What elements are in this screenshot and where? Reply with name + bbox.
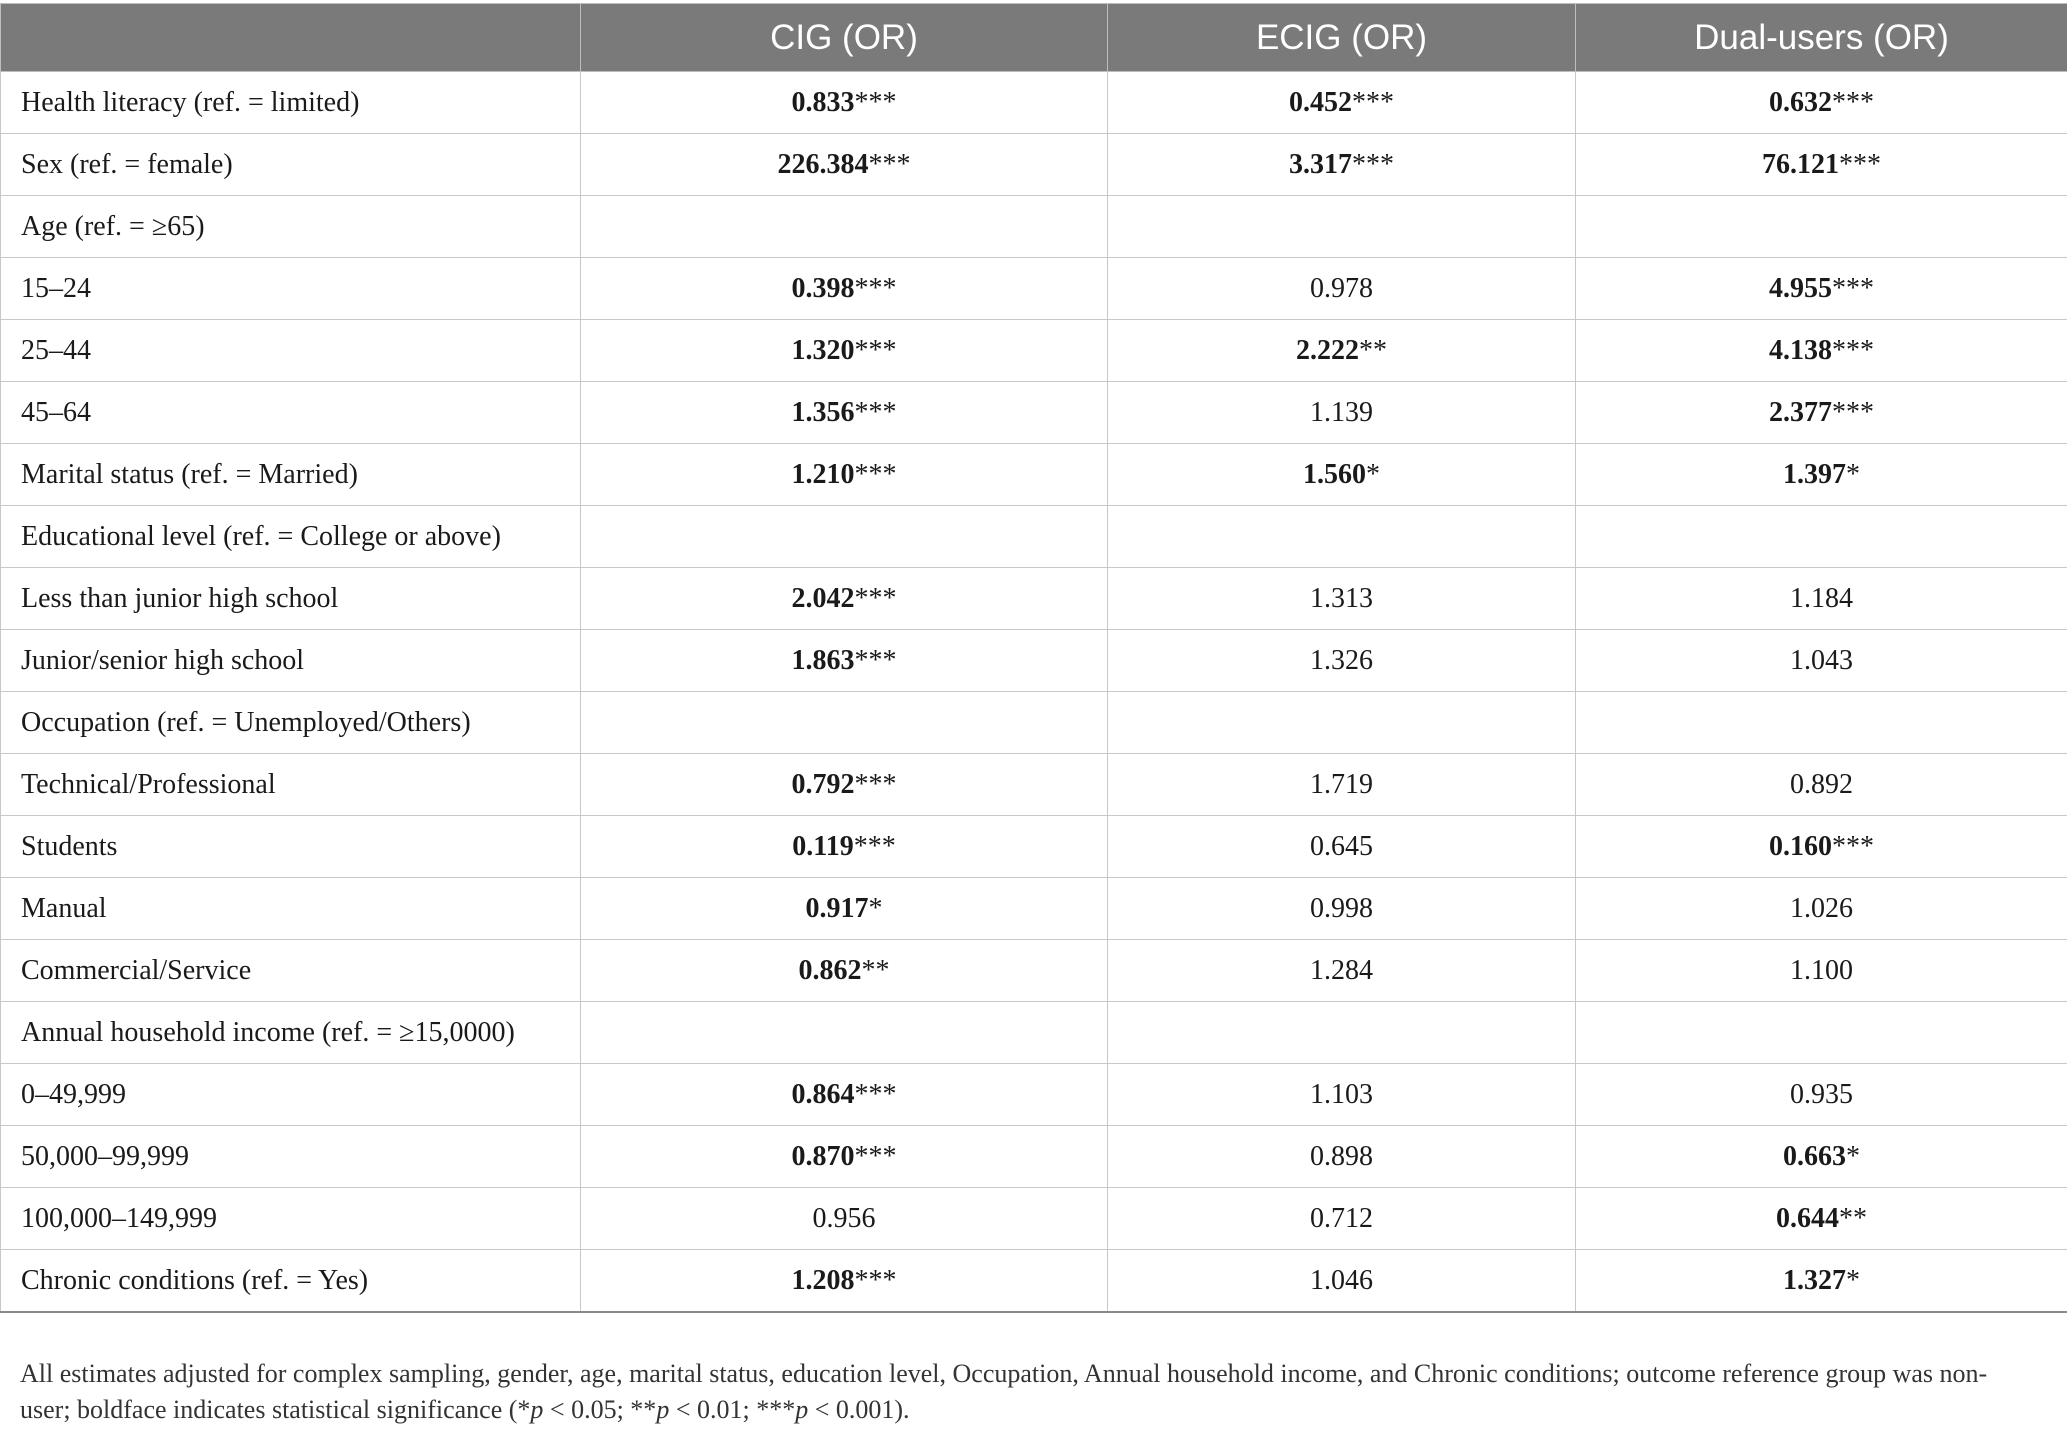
significance-stars: ** [861, 954, 890, 986]
odds-ratio-cell [1576, 1064, 2067, 1126]
odds-ratio-value: 0.452 [1289, 86, 1352, 118]
odds-ratio-value: 1.719 [1310, 768, 1373, 800]
table-row [1, 382, 2067, 444]
odds-ratio-value: 0.862 [798, 954, 862, 986]
table-row [1, 816, 2067, 878]
odds-ratio-cell [1108, 134, 1576, 196]
significance-stars: *** [854, 396, 897, 428]
odds-ratio-cell [1108, 1126, 1576, 1188]
table-row [1, 878, 2067, 940]
header-dual-users: Dual-users (OR) [1576, 4, 2067, 72]
significance-stars: * [1846, 1264, 1860, 1296]
odds-ratio-cell [581, 382, 1108, 444]
row-label: 15–24 [1, 258, 581, 320]
odds-ratio-value: 0.917 [805, 892, 869, 924]
odds-ratio-cell [1576, 506, 2067, 568]
row-label: Educational level (ref. = College or above) [1, 506, 581, 568]
significance-stars: *** [854, 334, 897, 366]
odds-ratio-cell [581, 568, 1108, 630]
table-row [1, 1188, 2067, 1250]
odds-ratio-cell [1576, 382, 2067, 444]
significance-stars: *** [1352, 148, 1394, 180]
odds-ratio-value: 1.103 [1310, 1078, 1373, 1110]
significance-stars: *** [1832, 334, 1874, 366]
odds-ratio-cell [581, 630, 1108, 692]
significance-stars: *** [854, 272, 897, 304]
footnote-line1: All estimates adjusted for complex sampling, gender, age, marital status, education level, Occupation, Annual household income, and Chronic conditions; outcome reference group was non- [20, 1359, 1988, 1388]
odds-ratio-cell [581, 506, 1108, 568]
table-row [1, 1250, 2067, 1313]
row-label: 100,000–149,999 [1, 1188, 581, 1250]
odds-ratio-cell [581, 1188, 1108, 1250]
odds-ratio-cell [581, 692, 1108, 754]
table-row [1, 630, 2067, 692]
significance-stars: *** [854, 768, 897, 800]
odds-ratio-value: 0.160 [1769, 830, 1832, 862]
significance-stars: ** [1359, 334, 1387, 366]
odds-ratio-cell [581, 320, 1108, 382]
odds-ratio-value: 0.792 [791, 768, 855, 800]
significance-stars: *** [1832, 86, 1874, 118]
significance-stars: *** [854, 582, 897, 614]
header-variable [1, 4, 581, 72]
odds-ratio-cell [1108, 444, 1576, 506]
odds-ratio-value: 0.833 [791, 86, 855, 118]
odds-ratio-cell [581, 444, 1108, 506]
odds-ratio-value: 0.956 [812, 1202, 876, 1234]
significance-stars: *** [1832, 396, 1874, 428]
table-row [1, 1002, 2067, 1064]
odds-ratio-value: 0.119 [792, 830, 854, 862]
table-row [1, 506, 2067, 568]
footnote-p-symbol: p [656, 1395, 670, 1424]
significance-stars: *** [1839, 148, 1881, 180]
odds-ratio-value: 0.712 [1310, 1202, 1373, 1234]
footnote-line2-a: user; boldface indicates statistical significance (* [20, 1395, 531, 1424]
significance-stars: * [1366, 458, 1380, 490]
odds-ratio-cell [581, 878, 1108, 940]
footnote-line2-d: < 0.001). [808, 1395, 910, 1424]
footnote-p-symbol: p [795, 1395, 809, 1424]
odds-ratio-cell [581, 1002, 1108, 1064]
row-label: Less than junior high school [1, 568, 581, 630]
odds-ratio-cell [581, 134, 1108, 196]
row-label: Manual [1, 878, 581, 940]
odds-ratio-value: 1.863 [791, 644, 855, 676]
odds-ratio-value: 0.898 [1310, 1140, 1373, 1172]
odds-ratio-value: 1.100 [1790, 954, 1853, 986]
odds-ratio-cell [1108, 382, 1576, 444]
odds-ratio-cell [1576, 816, 2067, 878]
odds-ratio-value: 2.222 [1296, 334, 1359, 366]
header-cig: CIG (OR) [581, 4, 1108, 72]
odds-ratio-value: 1.560 [1303, 458, 1366, 490]
footnote-line2-c: < 0.01; *** [669, 1395, 796, 1424]
odds-ratio-cell [1576, 258, 2067, 320]
row-label: Marital status (ref. = Married) [1, 444, 581, 506]
odds-ratio-cell [1576, 444, 2067, 506]
significance-stars: *** [1352, 86, 1394, 118]
significance-stars: *** [854, 458, 897, 490]
odds-ratio-value: 1.327 [1783, 1264, 1846, 1296]
table-row [1, 444, 2067, 506]
table-row [1, 72, 2067, 134]
odds-ratio-cell [1576, 1126, 2067, 1188]
odds-ratio-cell [1108, 320, 1576, 382]
table-row [1, 1126, 2067, 1188]
row-label: 50,000–99,999 [1, 1126, 581, 1188]
footnote-line2-b: < 0.05; ** [543, 1395, 657, 1424]
significance-stars: * [1846, 458, 1860, 490]
significance-stars: *** [1832, 272, 1874, 304]
significance-stars: *** [1832, 830, 1874, 862]
odds-ratio-cell [581, 816, 1108, 878]
significance-stars: *** [854, 1264, 897, 1296]
odds-ratio-cell [1576, 1188, 2067, 1250]
odds-ratio-value: 0.398 [791, 272, 855, 304]
odds-ratio-cell [581, 1250, 1108, 1313]
odds-ratio-cell [581, 72, 1108, 134]
odds-ratio-cell [581, 1126, 1108, 1188]
odds-ratio-value: 76.121 [1762, 148, 1839, 180]
table-row [1, 940, 2067, 1002]
odds-ratio-value: 1.046 [1310, 1264, 1373, 1296]
odds-ratio-value: 0.864 [791, 1078, 855, 1110]
row-label: Students [1, 816, 581, 878]
odds-ratio-value: 1.313 [1310, 582, 1373, 614]
odds-ratio-cell [1108, 568, 1576, 630]
odds-ratio-cell [581, 754, 1108, 816]
odds-ratio-value: 0.644 [1776, 1202, 1839, 1234]
odds-ratio-cell [1108, 72, 1576, 134]
odds-ratio-cell [1108, 196, 1576, 258]
odds-ratio-value: 0.892 [1790, 768, 1853, 800]
significance-stars: *** [868, 148, 911, 180]
odds-ratio-value: 2.042 [791, 582, 855, 614]
table-footnote [20, 1356, 2050, 1428]
odds-ratio-cell [1576, 754, 2067, 816]
row-label: Age (ref. = ≥65) [1, 196, 581, 258]
table-header-row [1, 4, 2067, 72]
odds-ratio-value: 4.955 [1769, 272, 1832, 304]
odds-ratio-value: 0.998 [1310, 892, 1373, 924]
row-label: Annual household income (ref. = ≥15,0000) [1, 1002, 581, 1064]
odds-ratio-value: 0.935 [1790, 1078, 1853, 1110]
odds-ratio-cell [1576, 134, 2067, 196]
odds-ratio-value: 1.026 [1790, 892, 1853, 924]
odds-ratio-cell [1576, 630, 2067, 692]
significance-stars: *** [854, 86, 897, 118]
odds-ratio-cell [581, 940, 1108, 1002]
row-label: Technical/Professional [1, 754, 581, 816]
significance-stars: * [1846, 1140, 1860, 1172]
row-label: 45–64 [1, 382, 581, 444]
odds-ratio-cell [1576, 692, 2067, 754]
odds-ratio-cell [1108, 1250, 1576, 1313]
odds-ratio-cell [1108, 878, 1576, 940]
odds-ratio-value: 1.208 [791, 1264, 855, 1296]
odds-ratio-cell [581, 258, 1108, 320]
odds-ratio-value: 3.317 [1289, 148, 1352, 180]
odds-ratio-cell [1108, 258, 1576, 320]
odds-ratio-value: 1.326 [1310, 644, 1373, 676]
odds-ratio-value: 1.320 [791, 334, 855, 366]
table-row [1, 568, 2067, 630]
table-row [1, 754, 2067, 816]
row-label: Junior/senior high school [1, 630, 581, 692]
table-row [1, 320, 2067, 382]
odds-ratio-cell [581, 196, 1108, 258]
odds-ratio-value: 1.139 [1310, 396, 1373, 428]
odds-ratio-cell [1108, 506, 1576, 568]
odds-ratio-value: 1.284 [1310, 954, 1373, 986]
table-row [1, 692, 2067, 754]
odds-ratio-value: 4.138 [1769, 334, 1832, 366]
odds-ratio-value: 1.397 [1783, 458, 1846, 490]
odds-ratio-table [0, 3, 2067, 1313]
odds-ratio-value: 0.978 [1310, 272, 1373, 304]
table-row [1, 1064, 2067, 1126]
row-label: Chronic conditions (ref. = Yes) [1, 1250, 581, 1313]
odds-ratio-cell [1576, 320, 2067, 382]
row-label: Commercial/Service [1, 940, 581, 1002]
significance-stars: *** [854, 644, 897, 676]
odds-ratio-cell [1108, 1064, 1576, 1126]
odds-ratio-value: 0.645 [1310, 830, 1373, 862]
odds-ratio-value: 1.210 [791, 458, 855, 490]
odds-ratio-value: 1.184 [1790, 582, 1853, 614]
odds-ratio-cell [581, 1064, 1108, 1126]
odds-ratio-cell [1576, 940, 2067, 1002]
odds-ratio-cell [1108, 816, 1576, 878]
odds-ratio-cell [1108, 754, 1576, 816]
odds-ratio-cell [1108, 940, 1576, 1002]
row-label: Occupation (ref. = Unemployed/Others) [1, 692, 581, 754]
odds-ratio-value: 0.870 [791, 1140, 855, 1172]
row-label: Sex (ref. = female) [1, 134, 581, 196]
odds-ratio-cell [1576, 1250, 2067, 1313]
table-body [1, 72, 2067, 1313]
table-row [1, 196, 2067, 258]
header-ecig: ECIG (OR) [1108, 4, 1576, 72]
odds-ratio-cell [1108, 1002, 1576, 1064]
table-row [1, 134, 2067, 196]
significance-stars: *** [854, 1140, 897, 1172]
row-label: 0–49,999 [1, 1064, 581, 1126]
significance-stars: * [868, 892, 883, 924]
row-label: 25–44 [1, 320, 581, 382]
significance-stars: *** [853, 830, 896, 862]
odds-ratio-cell [1576, 568, 2067, 630]
odds-ratio-cell [1576, 878, 2067, 940]
footnote-p-symbol: p [530, 1395, 544, 1424]
odds-ratio-cell [1576, 72, 2067, 134]
table-row [1, 258, 2067, 320]
significance-stars: ** [1839, 1202, 1867, 1234]
odds-ratio-value: 1.043 [1790, 644, 1853, 676]
odds-ratio-value: 0.663 [1783, 1140, 1846, 1172]
odds-ratio-value: 226.384 [777, 148, 869, 180]
results-table-container [0, 3, 2067, 1313]
significance-stars: *** [854, 1078, 897, 1110]
odds-ratio-cell [1576, 1002, 2067, 1064]
odds-ratio-cell [1576, 196, 2067, 258]
odds-ratio-cell [1108, 1188, 1576, 1250]
odds-ratio-value: 1.356 [791, 396, 855, 428]
odds-ratio-cell [1108, 630, 1576, 692]
row-label: Health literacy (ref. = limited) [1, 72, 581, 134]
odds-ratio-value: 2.377 [1769, 396, 1832, 428]
odds-ratio-cell [1108, 692, 1576, 754]
odds-ratio-value: 0.632 [1769, 86, 1832, 118]
